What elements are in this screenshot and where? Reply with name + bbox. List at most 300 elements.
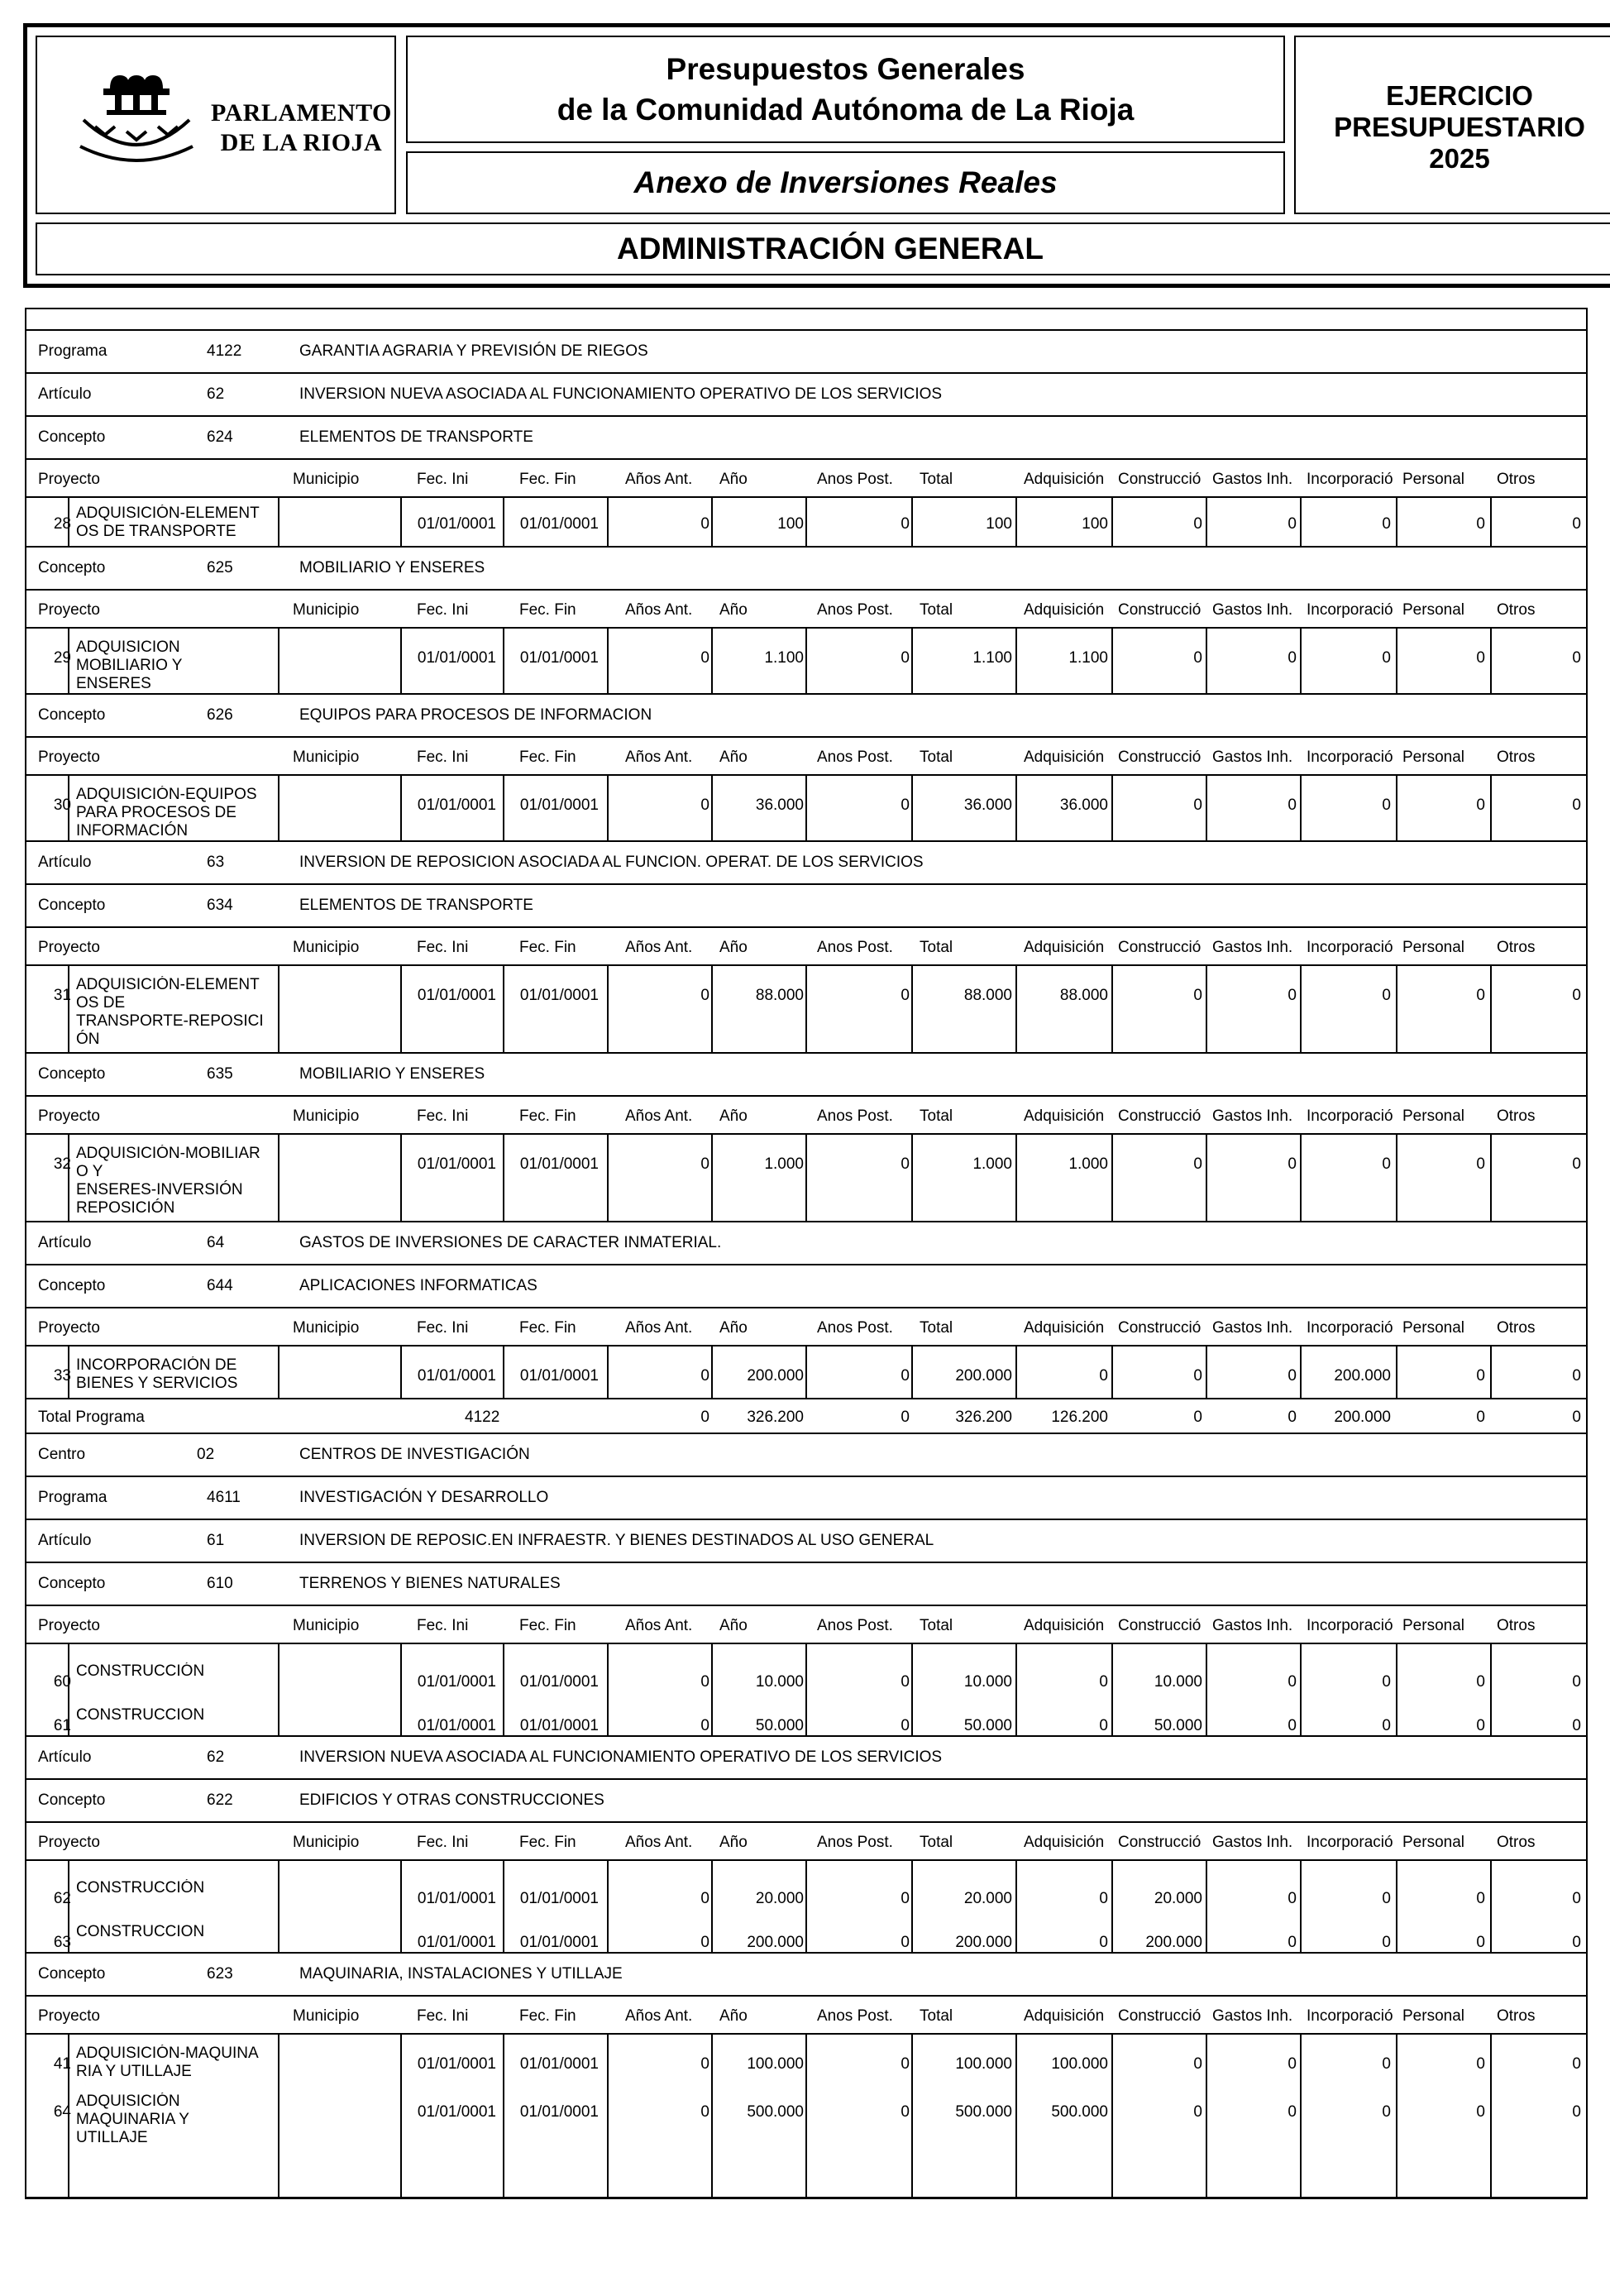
project-fec-fin: 01/01/0001 — [519, 515, 599, 533]
project-fec-fin: 01/01/0001 — [519, 2103, 599, 2121]
concepto-desc: EQUIPOS PARA PROCESOS DE INFORMACION — [299, 706, 652, 724]
project-fec-ini: 01/01/0001 — [417, 2103, 496, 2121]
col-adquisicion: Adquisición — [1024, 601, 1105, 619]
total-total: 326.200 — [955, 1409, 1012, 1426]
grid-line — [1490, 498, 1492, 546]
col-otros: Otros — [1497, 471, 1536, 488]
col-municipio: Municipio — [293, 601, 360, 619]
project-anos-ant: 0 — [700, 987, 709, 1004]
project-gastos-inh: 0 — [1288, 1673, 1297, 1691]
articulo-code: 64 — [207, 1234, 225, 1251]
project-otros: 0 — [1572, 1934, 1581, 1951]
grid-line — [1015, 1135, 1017, 1221]
grid-line — [711, 1861, 713, 1952]
concepto-row — [26, 885, 1586, 928]
grid-line — [278, 776, 279, 840]
project-anos-post: 0 — [901, 515, 910, 533]
col-personal: Personal — [1402, 939, 1464, 956]
grid-line — [1111, 1644, 1113, 1735]
grid-line — [1015, 498, 1017, 546]
col-anos-ant: Años Ant. — [625, 471, 693, 488]
grid-line — [711, 498, 713, 546]
project-group — [26, 1135, 1586, 1222]
section-title: ADMINISTRACIÓN GENERAL — [617, 232, 1044, 265]
project-anos-post: 0 — [901, 1155, 910, 1173]
project-adquisicion: 500.000 — [1051, 2103, 1108, 2121]
ejercicio-box — [1294, 36, 1610, 214]
grid-line — [1490, 1644, 1492, 1735]
col-anos-post: Anos Post. — [817, 1834, 893, 1851]
col-adquisicion: Adquisición — [1024, 749, 1105, 766]
grid-line — [805, 1644, 807, 1735]
grid-line — [1300, 2035, 1302, 2197]
project-fec-fin: 01/01/0001 — [519, 987, 599, 1004]
col-ano: Año — [719, 601, 748, 619]
concepto-desc: EDIFICIOS Y OTRAS CONSTRUCCIONES — [299, 1791, 604, 1809]
grid-line — [400, 966, 402, 1052]
project-construccion: 0 — [1193, 987, 1202, 1004]
grid-line — [1396, 1347, 1397, 1398]
programa-label: Programa — [38, 342, 107, 360]
column-header-row — [26, 928, 1586, 966]
project-fec-ini: 01/01/0001 — [417, 515, 496, 533]
grid-line — [911, 2035, 913, 2197]
col-anos-post: Anos Post. — [817, 471, 893, 488]
project-fec-ini: 01/01/0001 — [417, 2055, 496, 2073]
grid-line — [400, 2035, 402, 2197]
project-construccion: 0 — [1193, 1155, 1202, 1173]
col-construccion: Construcció — [1118, 601, 1202, 619]
project-personal: 0 — [1476, 1890, 1485, 1907]
project-construccion: 0 — [1193, 796, 1202, 814]
articulo-desc: GASTOS DE INVERSIONES DE CARACTER INMATERIAL. — [299, 1234, 722, 1251]
grid-line — [1111, 966, 1113, 1052]
col-proyecto: Proyecto — [38, 601, 100, 619]
project-gastos-inh: 0 — [1288, 796, 1297, 814]
project-ano: 10.000 — [755, 1673, 804, 1691]
col-adquisicion: Adquisición — [1024, 471, 1105, 488]
concepto-label: Concepto — [38, 1575, 106, 1592]
project-gastos-inh: 0 — [1288, 1934, 1297, 1951]
project-incorporacion: 0 — [1382, 1890, 1391, 1907]
col-ano: Año — [719, 1617, 748, 1634]
project-fec-ini: 01/01/0001 — [417, 1934, 496, 1951]
col-anos-ant: Años Ant. — [625, 601, 693, 619]
concepto-code: 623 — [207, 1965, 233, 1983]
project-name: CONSTRUCCIÓN — [76, 1879, 205, 1897]
col-adquisicion: Adquisición — [1024, 939, 1105, 956]
col-otros: Otros — [1497, 749, 1536, 766]
project-gastos-inh: 0 — [1288, 649, 1297, 667]
col-proyecto: Proyecto — [38, 1319, 100, 1337]
project-fec-ini: 01/01/0001 — [417, 1673, 496, 1691]
programa-row — [26, 1477, 1586, 1520]
project-fec-fin: 01/01/0001 — [519, 1367, 599, 1385]
col-adquisicion: Adquisición — [1024, 1834, 1105, 1851]
grid-line — [503, 629, 504, 693]
project-fec-fin: 01/01/0001 — [519, 1934, 599, 1951]
col-gastos-inh: Gastos Inh. — [1212, 1107, 1293, 1125]
col-fec-ini: Fec. Ini — [417, 601, 469, 619]
grid-line — [1490, 966, 1492, 1052]
grid-line — [1015, 1644, 1017, 1735]
col-total: Total — [920, 471, 953, 488]
col-total: Total — [920, 939, 953, 956]
col-fec-fin: Fec. Fin — [519, 1617, 576, 1634]
project-incorporacion: 0 — [1382, 1673, 1391, 1691]
articulo-desc: INVERSION DE REPOSICION ASOCIADA AL FUNCION. OPERAT. DE LOS SERVICIOS — [299, 854, 924, 871]
concepto-row — [26, 1563, 1586, 1606]
project-name: ADQUISICIÓN MAQUINARIA Y UTILLAJE — [76, 2093, 189, 2146]
col-proyecto: Proyecto — [38, 749, 100, 766]
grid-line — [400, 498, 402, 546]
grid-line — [607, 2035, 609, 2197]
col-total: Total — [920, 2007, 953, 2025]
col-total: Total — [920, 749, 953, 766]
col-ano: Año — [719, 749, 748, 766]
ejercicio-line2: PRESUPUESTARIO — [1334, 112, 1585, 142]
project-otros: 0 — [1572, 1367, 1581, 1385]
grid-line — [400, 776, 402, 840]
col-proyecto: Proyecto — [38, 2007, 100, 2025]
project-fec-ini: 01/01/0001 — [417, 987, 496, 1004]
grid-line — [711, 2035, 713, 2197]
project-fec-ini: 01/01/0001 — [417, 1890, 496, 1907]
project-incorporacion: 0 — [1382, 987, 1391, 1004]
total-programa-row — [26, 1399, 1586, 1434]
col-construccion: Construcció — [1118, 749, 1202, 766]
col-total: Total — [920, 1834, 953, 1851]
col-anos-post: Anos Post. — [817, 2007, 893, 2025]
concepto-row — [26, 1954, 1586, 1997]
column-header-row — [26, 1823, 1586, 1861]
concepto-code: 610 — [207, 1575, 233, 1592]
articulo-code: 63 — [207, 854, 225, 871]
articulo-code: 61 — [207, 1532, 225, 1549]
logo-line2: DE LA RIOJA — [220, 129, 383, 156]
grid-line — [1111, 776, 1113, 840]
grid-line — [1396, 629, 1397, 693]
concepto-code: 626 — [207, 706, 233, 724]
col-proyecto: Proyecto — [38, 939, 100, 956]
project-group — [26, 2035, 1586, 2197]
grid-line — [1396, 776, 1397, 840]
project-otros: 0 — [1572, 987, 1581, 1004]
logo-line1: PARLAMENTO — [211, 99, 392, 127]
grid-line — [503, 1861, 504, 1952]
project-id: 29 — [53, 649, 71, 667]
column-header-row — [26, 1997, 1586, 2035]
articulo-label: Artículo — [38, 1234, 92, 1251]
concepto-label: Concepto — [38, 559, 106, 576]
col-otros: Otros — [1497, 601, 1536, 619]
col-fec-ini: Fec. Ini — [417, 1319, 469, 1337]
column-header-row — [26, 1606, 1586, 1644]
title-line2: de la Comunidad Autónoma de La Rioja — [557, 93, 1135, 127]
project-personal: 0 — [1476, 649, 1485, 667]
grid-line — [1396, 1644, 1397, 1735]
col-incorporacion: Incorporació — [1307, 1319, 1393, 1337]
col-municipio: Municipio — [293, 1107, 360, 1125]
grid-line — [1396, 1135, 1397, 1221]
grid-line — [1206, 629, 1207, 693]
col-proyecto: Proyecto — [38, 1107, 100, 1125]
centro-label: Centro — [38, 1446, 86, 1463]
project-fec-fin: 01/01/0001 — [519, 1155, 599, 1173]
col-personal: Personal — [1402, 749, 1464, 766]
col-incorporacion: Incorporació — [1307, 1834, 1393, 1851]
project-anos-ant: 0 — [700, 1155, 709, 1173]
grid-line — [805, 1135, 807, 1221]
col-anos-post: Anos Post. — [817, 601, 893, 619]
project-gastos-inh: 0 — [1288, 2055, 1297, 2073]
grid-line — [1015, 966, 1017, 1052]
project-adquisicion: 1.100 — [1068, 649, 1108, 667]
project-id: 41 — [53, 2055, 71, 2073]
grid-line — [1015, 776, 1017, 840]
project-total: 100.000 — [955, 2055, 1012, 2073]
grid-line — [805, 1861, 807, 1952]
project-gastos-inh: 0 — [1288, 515, 1297, 533]
col-municipio: Municipio — [293, 471, 360, 488]
total-label: Total Programa — [38, 1409, 145, 1426]
project-group — [26, 966, 1586, 1054]
col-gastos-inh: Gastos Inh. — [1212, 1834, 1293, 1851]
grid-line — [1111, 1861, 1113, 1952]
project-total: 1.000 — [972, 1155, 1012, 1173]
project-ano: 100.000 — [747, 2055, 804, 2073]
project-adquisicion: 0 — [1099, 1673, 1108, 1691]
grid-line — [805, 629, 807, 693]
project-construccion: 0 — [1193, 649, 1202, 667]
grid-line — [1111, 2035, 1113, 2197]
project-fec-fin: 01/01/0001 — [519, 1673, 599, 1691]
col-gastos-inh: Gastos Inh. — [1212, 1319, 1293, 1337]
project-personal: 0 — [1476, 1717, 1485, 1734]
col-proyecto: Proyecto — [38, 471, 100, 488]
concepto-desc: APLICACIONES INFORMATICAS — [299, 1277, 537, 1294]
grid-line — [1300, 1135, 1302, 1221]
project-anos-post: 0 — [901, 987, 910, 1004]
concepto-desc: MOBILIARIO Y ENSERES — [299, 559, 485, 576]
concepto-row — [26, 417, 1586, 460]
grid-line — [278, 1347, 279, 1398]
project-ano: 100 — [777, 515, 804, 533]
project-name: ADQUISICIÓN-ELEMENT OS DE TRANSPORTE — [76, 505, 260, 540]
grid-line — [711, 1644, 713, 1735]
col-personal: Personal — [1402, 471, 1464, 488]
col-otros: Otros — [1497, 1617, 1536, 1634]
grid-line — [1300, 498, 1302, 546]
table-top-band — [26, 309, 1586, 331]
grid-line — [1300, 1644, 1302, 1735]
grid-line — [1111, 1347, 1113, 1398]
project-personal: 0 — [1476, 2103, 1485, 2121]
total-code: 4122 — [465, 1409, 500, 1426]
project-anos-post: 0 — [901, 649, 910, 667]
project-group — [26, 629, 1586, 695]
project-adquisicion: 100.000 — [1051, 2055, 1108, 2073]
project-ano: 50.000 — [755, 1717, 804, 1734]
document-header — [23, 23, 1610, 288]
project-ano: 36.000 — [755, 796, 804, 814]
concepto-row — [26, 1780, 1586, 1823]
column-header-row — [26, 738, 1586, 776]
project-incorporacion: 0 — [1382, 1717, 1391, 1734]
col-incorporacion: Incorporació — [1307, 2007, 1393, 2025]
project-anos-ant: 0 — [700, 2103, 709, 2121]
col-fec-ini: Fec. Ini — [417, 1617, 469, 1634]
grid-line — [607, 1644, 609, 1735]
project-fec-fin: 01/01/0001 — [519, 1890, 599, 1907]
concepto-label: Concepto — [38, 428, 106, 446]
total-incorporacion: 200.000 — [1334, 1409, 1391, 1426]
project-ano: 200.000 — [747, 1934, 804, 1951]
project-group — [26, 776, 1586, 842]
grid-line — [1015, 629, 1017, 693]
project-fec-ini: 01/01/0001 — [417, 1367, 496, 1385]
col-fec-ini: Fec. Ini — [417, 2007, 469, 2025]
col-fec-ini: Fec. Ini — [417, 1107, 469, 1125]
grid-line — [1300, 629, 1302, 693]
grid-line — [711, 966, 713, 1052]
col-ano: Año — [719, 471, 748, 488]
project-gastos-inh: 0 — [1288, 1367, 1297, 1385]
project-name: ADQUISICION MOBILIARIO Y ENSERES — [76, 639, 183, 692]
grid-line — [805, 1347, 807, 1398]
col-total: Total — [920, 1319, 953, 1337]
grid-line — [1300, 966, 1302, 1052]
col-fec-fin: Fec. Fin — [519, 749, 576, 766]
col-fec-fin: Fec. Fin — [519, 601, 576, 619]
project-fec-ini: 01/01/0001 — [417, 1155, 496, 1173]
col-incorporacion: Incorporació — [1307, 601, 1393, 619]
col-fec-fin: Fec. Fin — [519, 2007, 576, 2025]
project-ano: 200.000 — [747, 1367, 804, 1385]
grid-line — [1490, 776, 1492, 840]
col-total: Total — [920, 1107, 953, 1125]
grid-line — [805, 2035, 807, 2197]
col-personal: Personal — [1402, 601, 1464, 619]
col-anos-ant: Años Ant. — [625, 1319, 693, 1337]
total-personal: 0 — [1476, 1409, 1485, 1426]
project-anos-post: 0 — [901, 1717, 910, 1734]
project-anos-ant: 0 — [700, 1717, 709, 1734]
project-adquisicion: 36.000 — [1059, 796, 1108, 814]
project-fec-ini: 01/01/0001 — [417, 1717, 496, 1734]
grid-line — [1396, 966, 1397, 1052]
grid-line — [400, 1135, 402, 1221]
articulo-label: Artículo — [38, 1532, 92, 1549]
column-header-row — [26, 591, 1586, 629]
total-gastos-inh: 0 — [1288, 1409, 1297, 1426]
col-adquisicion: Adquisición — [1024, 2007, 1105, 2025]
grid-line — [1300, 1861, 1302, 1952]
project-anos-post: 0 — [901, 2055, 910, 2073]
centro-code: 02 — [197, 1446, 215, 1463]
project-group — [26, 1861, 1586, 1954]
col-municipio: Municipio — [293, 1834, 360, 1851]
total-construccion: 0 — [1193, 1409, 1202, 1426]
grid-line — [607, 1861, 609, 1952]
grid-line — [278, 2035, 279, 2197]
col-fec-fin: Fec. Fin — [519, 1319, 576, 1337]
col-gastos-inh: Gastos Inh. — [1212, 471, 1293, 488]
grid-line — [805, 498, 807, 546]
project-id: 31 — [53, 987, 71, 1004]
col-anos-ant: Años Ant. — [625, 1107, 693, 1125]
col-construccion: Construcció — [1118, 2007, 1202, 2025]
articulo-code: 62 — [207, 1748, 225, 1766]
grid-line — [503, 1135, 504, 1221]
grid-line — [711, 1347, 713, 1398]
grid-line — [1015, 1861, 1017, 1952]
col-anos-post: Anos Post. — [817, 939, 893, 956]
column-header-row — [26, 1308, 1586, 1347]
project-name: CONSTRUCCIÓN — [76, 1662, 205, 1680]
project-anos-ant: 0 — [700, 796, 709, 814]
project-total: 20.000 — [963, 1890, 1012, 1907]
project-name: CONSTRUCCION — [76, 1706, 205, 1724]
grid-line — [278, 629, 279, 693]
concepto-row — [26, 1054, 1586, 1097]
col-ano: Año — [719, 1107, 748, 1125]
programa-code: 4122 — [207, 342, 242, 360]
project-id: 30 — [53, 796, 71, 814]
col-incorporacion: Incorporació — [1307, 1107, 1393, 1125]
grid-line — [607, 1347, 609, 1398]
col-ano: Año — [719, 1834, 748, 1851]
project-otros: 0 — [1572, 796, 1581, 814]
concepto-code: 622 — [207, 1791, 233, 1809]
grid-line — [911, 966, 913, 1052]
grid-line — [1206, 1135, 1207, 1221]
project-fec-ini: 01/01/0001 — [417, 796, 496, 814]
grid-line — [1111, 1135, 1113, 1221]
col-anos-ant: Años Ant. — [625, 2007, 693, 2025]
col-otros: Otros — [1497, 1107, 1536, 1125]
total-adquisicion: 126.200 — [1051, 1409, 1108, 1426]
project-construccion: 20.000 — [1154, 1890, 1202, 1907]
project-construccion: 10.000 — [1154, 1673, 1202, 1691]
concepto-label: Concepto — [38, 897, 106, 914]
grid-line — [1111, 629, 1113, 693]
grid-line — [400, 1861, 402, 1952]
project-otros: 0 — [1572, 649, 1581, 667]
project-ano: 500.000 — [747, 2103, 804, 2121]
grid-line — [911, 1861, 913, 1952]
articulo-row — [26, 374, 1586, 417]
project-anos-ant: 0 — [700, 1934, 709, 1951]
grid-line — [1490, 1347, 1492, 1398]
articulo-code: 62 — [207, 385, 225, 403]
programa-label: Programa — [38, 1489, 107, 1506]
project-name: ADQUISICIÓN-EQUIPOS PARA PROCESOS DE INFORMACIÓN — [76, 786, 257, 839]
concepto-row — [26, 695, 1586, 738]
project-name: ADQUISICIÓN-MAQUINA RIA Y UTILLAJE — [76, 2045, 259, 2080]
project-group — [26, 1347, 1586, 1399]
project-total: 36.000 — [963, 796, 1012, 814]
section-box — [36, 222, 1610, 275]
project-name: ADQUISICIÓN-MOBILIAR O Y ENSERES-INVERSIÓN REPOSICIÓN — [76, 1145, 260, 1217]
col-personal: Personal — [1402, 1107, 1464, 1125]
col-incorporacion: Incorporació — [1307, 749, 1393, 766]
grid-line — [911, 1135, 913, 1221]
col-municipio: Municipio — [293, 1319, 360, 1337]
concepto-desc: ELEMENTOS DE TRANSPORTE — [299, 897, 533, 914]
project-incorporacion: 0 — [1382, 2055, 1391, 2073]
project-construccion: 0 — [1193, 2103, 1202, 2121]
